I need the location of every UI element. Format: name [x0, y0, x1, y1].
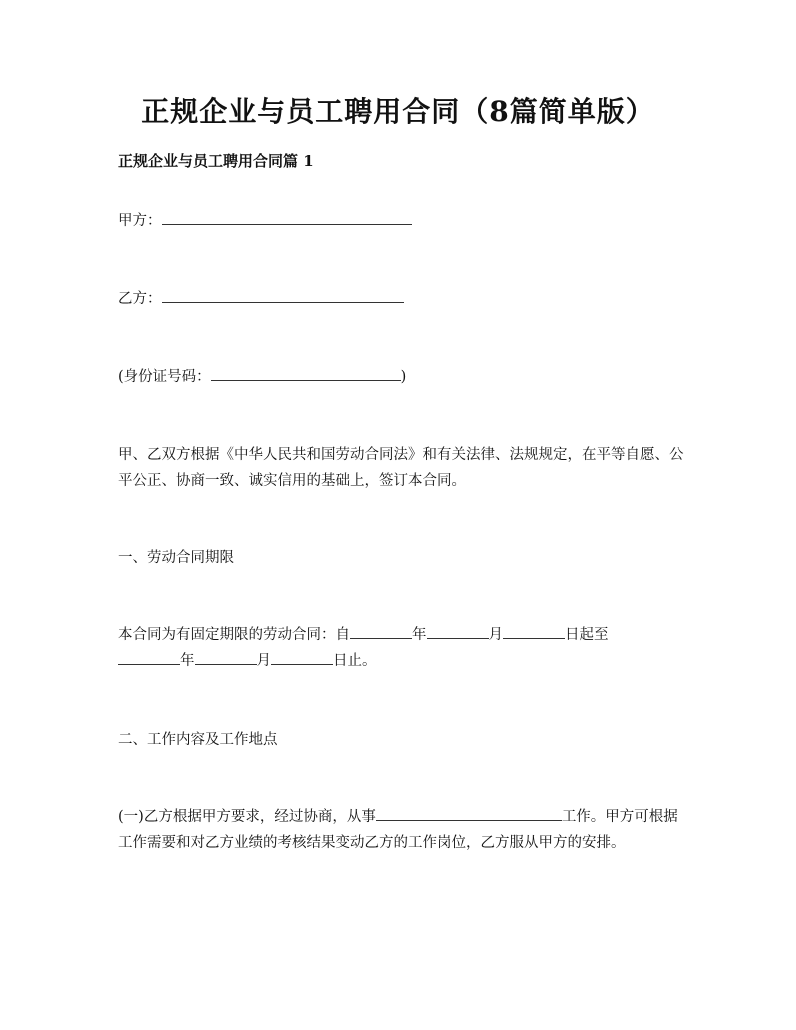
- start-month-blank: [427, 624, 489, 639]
- end-day-label: 日止。: [333, 653, 377, 669]
- id-blank: [211, 366, 401, 381]
- work-paragraph: [118, 804, 690, 856]
- work-prefix: (一)乙方根据甲方要求，经过协商，从事: [118, 809, 376, 825]
- section-title: 正规企业与员工聘用合同篇 1: [118, 152, 314, 170]
- party-a-line: [118, 208, 690, 234]
- end-day-blank: [271, 650, 333, 665]
- end-month-blank: [195, 650, 257, 665]
- party-a-blank: [162, 210, 412, 225]
- end-month-label: 月: [256, 653, 271, 669]
- term-paragraph: [118, 622, 690, 674]
- id-close: ): [400, 369, 407, 385]
- start-year-label: 年: [412, 627, 427, 643]
- party-b-line: [118, 286, 690, 312]
- work-blank: [376, 806, 562, 821]
- end-year-label: 年: [180, 653, 195, 669]
- intro-paragraph: 甲、乙双方根据《中华人民共和国劳动合同法》和有关法律、法规规定，在平等自愿、公平公正、协商一致、诚实信用的基础上，签订本合同。: [118, 447, 684, 489]
- document-title: 正规企业与员工聘用合同（8篇简单版）: [141, 95, 655, 128]
- start-year-blank: [350, 624, 412, 639]
- id-label: (身份证号码：: [118, 369, 211, 385]
- party-b-label: 乙方：: [118, 291, 162, 307]
- start-day-label: 日起至: [565, 627, 609, 643]
- end-year-blank: [118, 650, 180, 665]
- heading-contract-term: 一、劳动合同期限: [118, 550, 234, 566]
- id-line: [118, 364, 690, 390]
- work-suffix: 工作。甲方可根据工作需要和对乙方业绩的考核结果变动乙方的工作岗位，乙方服从甲方的安排。: [118, 809, 678, 851]
- party-a-label: 甲方：: [118, 213, 162, 229]
- start-day-blank: [503, 624, 565, 639]
- start-month-label: 月: [488, 627, 503, 643]
- term-prefix: 本合同为有固定期限的劳动合同：自: [118, 627, 350, 643]
- party-b-blank: [162, 288, 404, 303]
- heading-work-content: 二、工作内容及工作地点: [118, 732, 278, 748]
